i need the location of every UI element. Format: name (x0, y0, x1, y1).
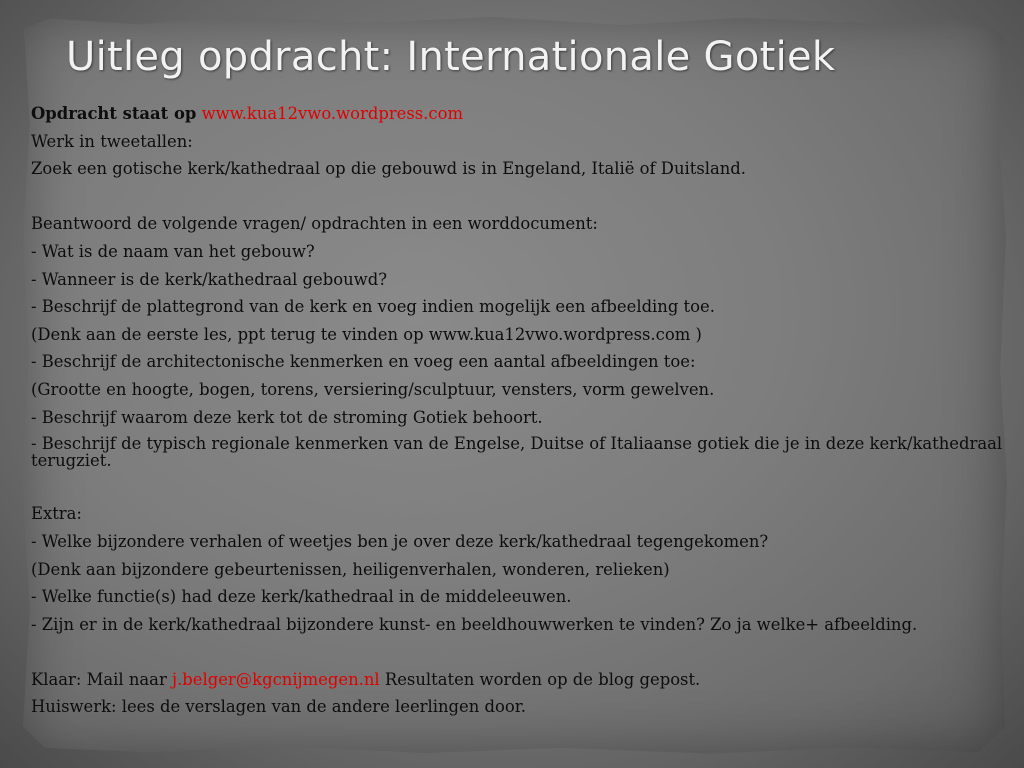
blog-link[interactable]: www.kua12vwo.wordpress.com (201, 104, 463, 123)
homework-line: Huiswerk: lees de verslagen van de andere leerlingen door. (31, 697, 526, 717)
questions-heading: Beantwoord de volgende vragen/ opdrachten in een worddocument: (31, 214, 598, 234)
question-item: - Beschrijf de architectonische kenmerken en voeg een aantal afbeeldingen toe: (31, 352, 696, 372)
closing-prefix: Klaar: Mail naar (31, 669, 167, 689)
intro-label: Opdracht staat op (31, 104, 197, 123)
question-item: - Beschrijf de typisch regionale kenmerken van de Engelse, Duitse of Italiaanse gotiek die je in deze kerk/kathedraal terugziet. (31, 434, 1003, 471)
question-item: - Wat is de naam van het gebouw? (31, 241, 315, 261)
closing-line (31, 670, 1021, 690)
extra-item: - Zijn er in de kerk/kathedraal bijzondere kunst- en beeldhouwwerken te vinden? Zo ja welke+ afbeelding. (31, 614, 918, 634)
intro-line (31, 104, 1021, 124)
slide-title: Uitleg opdracht: Internationale Gotiek (66, 34, 836, 80)
question-item: - Wanneer is de kerk/kathedraal gebouwd? (31, 269, 387, 289)
question-item: (Grootte en hoogte, bogen, torens, versiering/sculptuur, vensters, vorm gewelven. (31, 379, 715, 399)
intro-line-3: Zoek een gotische kerk/kathedraal op die gebouwd is in Engeland, Italië of Duitsland. (31, 159, 747, 179)
slide-body (31, 104, 1021, 725)
spacer (31, 642, 1021, 662)
extra-heading: Extra: (31, 504, 82, 524)
question-item: (Denk aan de eerste les, ppt terug te vinden op www.kua12vwo.wordpress.com ) (31, 324, 702, 344)
email-link[interactable]: j.belger@kgcnijmegen.nl (172, 669, 380, 689)
question-item: - Beschrijf waarom deze kerk tot de stroming Gotiek behoort. (31, 407, 543, 427)
spacer (31, 477, 1021, 497)
extra-item: - Welke bijzondere verhalen of weetjes ben je over deze kerk/kathedraal tegengekomen? (31, 531, 769, 551)
question-item: - Beschrijf de plattegrond van de kerk en voeg indien mogelijk een afbeelding toe. (31, 297, 715, 317)
extra-item: - Welke functie(s) had deze kerk/kathedraal in de middeleeuwen. (31, 587, 572, 607)
spacer (31, 187, 1021, 207)
closing-suffix: Resultaten worden op de blog gepost. (384, 669, 701, 689)
intro-line-2: Werk in tweetallen: (31, 131, 193, 151)
extra-item: (Denk aan bijzondere gebeurtenissen, heiligenverhalen, wonderen, relieken) (31, 559, 670, 579)
